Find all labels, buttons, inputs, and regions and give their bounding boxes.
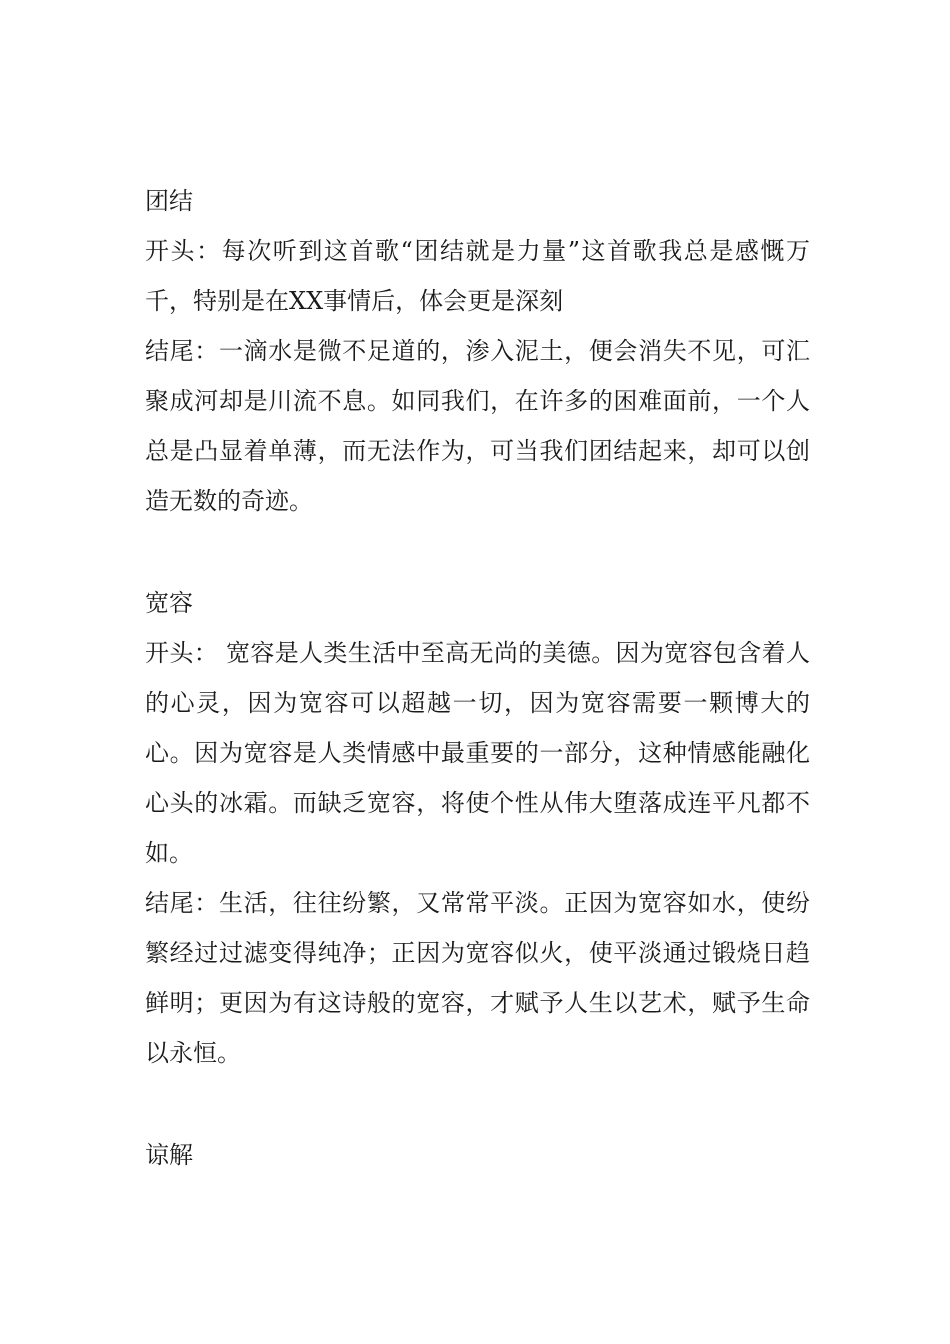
opening-paragraph: 开头：每次听到这首歌“团结就是力量”这首歌我总是感慨万千，特别是在XX事情后，体会更是深刻 <box>145 237 810 315</box>
section-title: 宽容 <box>145 589 193 617</box>
section-spacer <box>145 1078 810 1130</box>
ending-paragraph: 结尾：一滴水是微不足道的，渗入泥土，便会消失不见，可汇聚成河却是川流不息。如同我们，在许多的困难面前，一个人总是凸显着单薄，而无法作为，可当我们团结起来，却可以创造无数的奇迹。 <box>145 337 810 515</box>
section-understanding <box>145 1130 810 1180</box>
section-title: 团结 <box>145 187 193 215</box>
document-body <box>145 176 810 1180</box>
section-title: 谅解 <box>145 1141 193 1169</box>
section-spacer <box>145 526 810 578</box>
opening-paragraph: 开头： 宽容是人类生活中至高无尚的美德。因为宽容包含着人的心灵，因为宽容可以超越一切，因为宽容需要一颗博大的心。因为宽容是人类情感中最重要的一部分，这种情感能融化心头的冰霜。而缺乏宽容，将使个性从伟大堕落成连平凡都不如。 <box>145 639 810 867</box>
section-unity <box>145 176 810 526</box>
section-tolerance <box>145 578 810 1078</box>
ending-paragraph: 结尾：生活，往往纷繁，又常常平淡。正因为宽容如水，使纷繁经过过滤变得纯净；正因为宽容似火，使平淡通过锻烧日趋鲜明；更因为有这诗般的宽容，才赋予人生以艺术，赋予生命以永恒。 <box>145 889 810 1067</box>
